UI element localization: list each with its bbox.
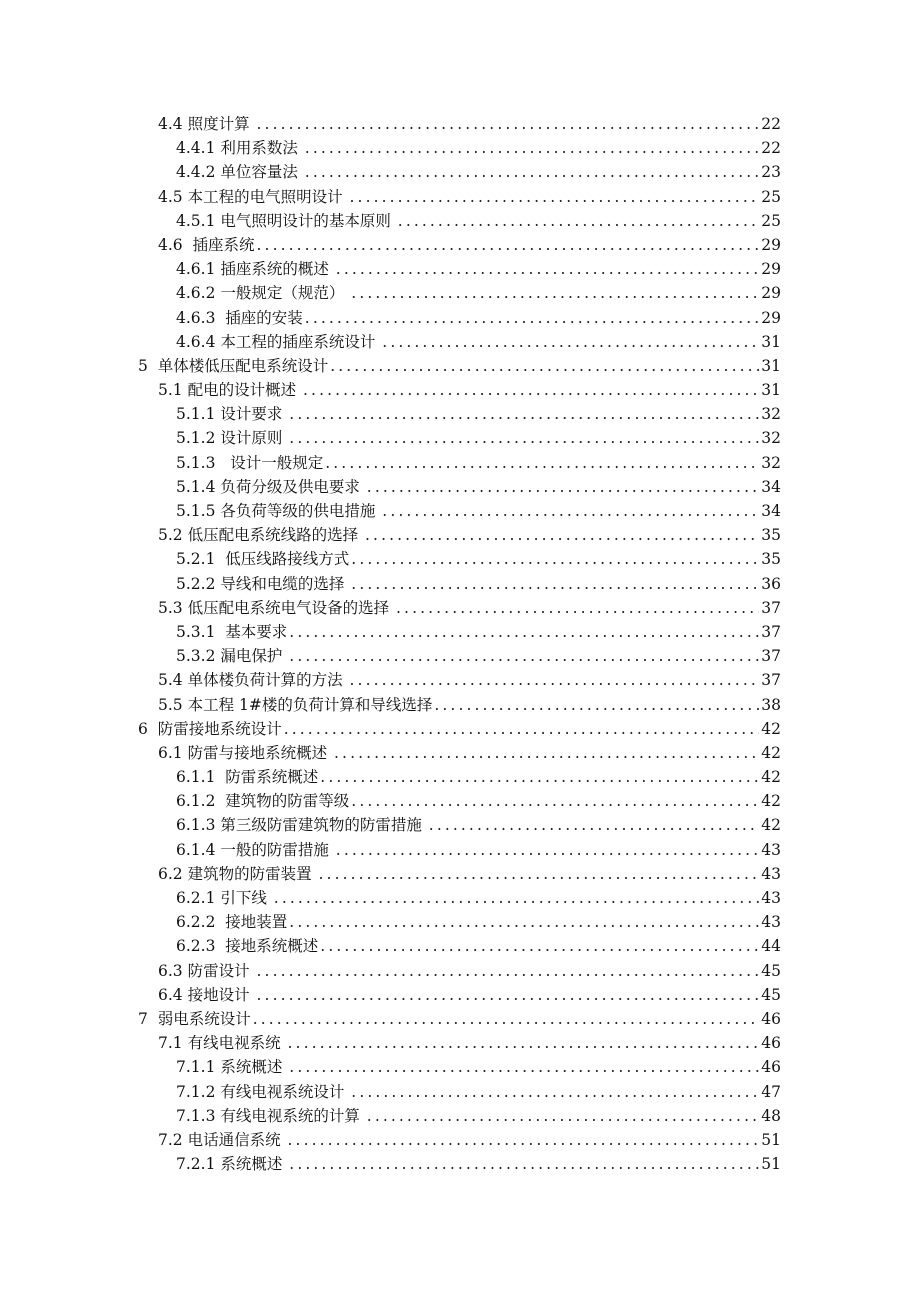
dot-leader [365,523,759,547]
dot-leader [320,765,759,789]
toc-page-number: 47 [761,1082,781,1101]
toc-page-number: 42 [761,792,781,811]
toc-entry-title: 7.2.1 系统概述 [176,1155,288,1174]
dot-leader [320,934,759,958]
toc-entry[interactable] [138,572,781,596]
toc-page-number: 44 [761,937,781,956]
toc-entry-title: 5 单体楼低压配电系统设计 [138,356,329,375]
toc-entry[interactable] [138,813,781,837]
toc-page-number: 22 [761,115,781,133]
toc-page-number: 43 [761,864,781,883]
toc-entry-title: 4.4 照度计算 [158,115,255,133]
dot-leader [305,306,759,330]
toc-entry-title: 6.2 建筑物的防雷装置 [158,864,317,883]
toc-entry[interactable] [138,838,781,862]
toc-entry-title: 6.2.3 接地系统概述 [176,937,319,956]
toc-page-number: 35 [761,550,781,569]
dot-leader [429,813,759,837]
toc-entry[interactable] [138,1080,781,1104]
toc-entry-title: 7.1.1 系统概述 [176,1058,288,1077]
dot-leader [336,257,759,281]
toc-entry-title: 4.6.3 插座的安装 [176,308,303,327]
toc-entry[interactable] [138,547,781,571]
toc-entry[interactable] [138,1128,781,1152]
dot-leader [289,910,759,934]
toc-entry-title: 5.1.3 设计一般规定 [176,453,324,472]
toc-page-number: 35 [761,526,781,545]
toc-entry[interactable] [138,112,781,136]
toc-page-number: 23 [761,163,781,182]
toc-entry[interactable] [138,789,781,813]
table-of-contents [138,112,781,1176]
toc-entry-title: 7.1.3 有线电视系统的计算 [176,1106,365,1125]
toc-entry-title: 6.1.4 一般的防雷措施 [176,840,334,859]
dot-leader [396,596,759,620]
toc-page-number: 31 [761,356,781,375]
toc-entry[interactable] [138,644,781,668]
toc-page-number: 32 [761,405,781,424]
dot-leader [289,1055,759,1079]
toc-entry[interactable] [138,451,781,475]
toc-entry[interactable] [138,330,781,354]
dot-leader [319,862,759,886]
dot-leader [351,789,759,813]
toc-entry-title: 4.6 插座系统 [158,235,255,254]
dot-leader [330,354,759,378]
dot-leader [398,209,759,233]
toc-entry-title: 5.1.5 各负荷等级的供电措施 [176,502,381,520]
toc-page-number: 37 [761,647,781,666]
dot-leader [289,426,759,450]
dot-leader [351,547,759,571]
dot-leader [288,1031,759,1055]
toc-entry-title: 4.5.1 电气照明设计的基本原则 [176,211,396,230]
dot-leader [334,741,759,765]
dot-leader [253,1007,759,1031]
toc-page-number: 22 [761,139,781,158]
dot-leader [382,499,759,523]
toc-entry[interactable] [138,185,781,209]
toc-entry-title: 6.1 防雷与接地系统概述 [158,743,333,762]
toc-page-number: 42 [761,768,781,787]
toc-entry[interactable] [138,693,781,717]
toc-entry[interactable] [138,959,781,983]
dot-leader [350,185,759,209]
toc-entry[interactable] [138,1104,781,1128]
toc-entry[interactable] [138,209,781,233]
toc-entry-title: 7 弱电系统设计 [138,1009,251,1028]
toc-entry[interactable] [138,136,781,160]
toc-entry[interactable] [138,160,781,184]
toc-page-number: 31 [761,381,781,400]
toc-entry[interactable] [138,354,781,378]
dot-leader [289,402,759,426]
dot-leader [257,983,759,1007]
toc-entry-title: 5.3 低压配电系统电气设备的选择 [158,598,395,617]
toc-entry-title: 7.1.2 有线电视系统设计 [176,1082,350,1101]
toc-entry-title: 6 防雷接地系统设计 [138,719,282,738]
toc-page-number: 32 [761,429,781,448]
toc-entry[interactable] [138,765,781,789]
toc-entry[interactable] [138,862,781,886]
toc-entry[interactable] [138,378,781,402]
toc-page-number: 45 [761,985,781,1004]
toc-entry-title: 4.4.2 单位容量法 [176,163,303,182]
dot-leader [351,1080,759,1104]
toc-entry[interactable] [138,596,781,620]
toc-entry-title: 6.2.1 引下线 [176,889,272,907]
toc-entry-title: 6.1.3 第三级防雷建筑物的防雷措施 [176,816,427,835]
dot-leader [351,281,759,305]
toc-entry-title: 6.1.1 防雷系统概述 [176,768,319,787]
dot-leader [288,1128,759,1152]
toc-entry[interactable] [138,1007,781,1031]
toc-page-number: 42 [761,743,781,762]
toc-page-number: 37 [761,671,781,690]
toc-entry[interactable] [138,523,781,547]
dot-leader [382,330,759,354]
dot-leader [289,644,759,668]
toc-entry-title: 6.4 接地设计 [158,985,255,1004]
dot-leader [325,451,759,475]
toc-page-number: 25 [761,187,781,206]
toc-page-number: 43 [761,913,781,932]
toc-entry[interactable] [138,475,781,499]
toc-page-number: 36 [761,574,781,593]
toc-entry[interactable] [138,741,781,765]
toc-page-number: 29 [761,260,781,279]
toc-entry[interactable] [138,934,781,958]
dot-leader [351,572,759,596]
toc-entry[interactable] [138,402,781,426]
toc-page-number: 42 [761,719,781,738]
toc-entry[interactable] [138,499,781,523]
toc-entry[interactable] [138,1031,781,1055]
toc-page-number: 29 [761,235,781,254]
toc-page-number: 32 [761,453,781,472]
toc-entry-title: 7.1 有线电视系统 [158,1034,286,1053]
toc-entry-title: 6.3 防雷设计 [158,961,255,980]
toc-entry[interactable] [138,426,781,450]
toc-page-number: 29 [761,284,781,303]
dot-leader [305,136,759,160]
toc-entry[interactable] [138,717,781,741]
toc-entry[interactable] [138,257,781,281]
toc-page-number: 29 [761,308,781,327]
toc-entry-title: 4.6.2 一般规定（规范） [176,284,350,303]
toc-entry-title: 5.2 低压配电系统线路的选择 [158,526,364,545]
toc-entry-title: 5.4 单体楼负荷计算的方法 [158,671,348,690]
dot-leader [336,838,759,862]
toc-page-number: 37 [761,622,781,641]
toc-entry-title: 5.5 本工程 1#楼的负荷计算和导线选择 [158,695,433,714]
toc-entry-title: 5.3.1 基本要求 [176,622,288,641]
toc-page-number: 37 [761,598,781,617]
toc-page-number: 42 [761,816,781,835]
dot-leader [289,620,759,644]
toc-entry-title: 4.5 本工程的电气照明设计 [158,187,348,206]
dot-leader [350,668,759,692]
toc-entry[interactable] [138,910,781,934]
dot-leader [257,233,759,257]
toc-entry-title: 5.1.4 负荷分级及供电要求 [176,477,365,496]
toc-entry-title: 4.6.4 本工程的插座系统设计 [176,332,381,351]
toc-entry[interactable] [138,886,781,910]
toc-entry[interactable] [138,233,781,257]
toc-entry[interactable] [138,668,781,692]
toc-entry[interactable] [138,983,781,1007]
toc-entry-title: 5.3.2 漏电保护 [176,647,288,666]
dot-leader [257,959,759,983]
toc-page-number: 46 [761,1009,781,1028]
toc-entry-title: 5.1.2 设计原则 [176,429,288,448]
toc-entry-title: 5.1 配电的设计概述 [158,381,302,400]
toc-entry-title: 6.2.2 接地装置 [176,913,288,932]
dot-leader [284,717,759,741]
dot-leader [367,475,759,499]
toc-page-number: 51 [761,1130,781,1149]
toc-page-number: 31 [761,332,781,351]
toc-entry[interactable] [138,620,781,644]
toc-page-number: 46 [761,1034,781,1053]
dot-leader [289,1152,759,1176]
toc-entry-title: 5.2.1 低压线路接线方式 [176,550,350,569]
toc-entry-title: 5.2.2 导线和电缆的选择 [176,574,350,593]
dot-leader [257,112,759,136]
toc-page-number: 25 [761,211,781,230]
toc-page-number: 34 [761,477,781,496]
toc-page-number: 46 [761,1058,781,1077]
toc-entry-title: 5.1.1 设计要求 [176,405,288,424]
toc-entry[interactable] [138,306,781,330]
toc-entry-title: 4.4.1 利用系数法 [176,139,303,158]
dot-leader [303,378,759,402]
dot-leader [434,693,759,717]
toc-entry[interactable] [138,1055,781,1079]
toc-page-number: 51 [761,1155,781,1174]
dot-leader [274,886,759,910]
toc-page-number: 34 [761,502,781,520]
dot-leader [367,1104,759,1128]
toc-entry[interactable] [138,281,781,305]
toc-page-number: 43 [761,889,781,907]
toc-page-number: 45 [761,961,781,980]
dot-leader [305,160,759,184]
toc-page-number: 48 [761,1106,781,1125]
toc-entry[interactable] [138,1152,781,1176]
toc-entry-title: 6.1.2 建筑物的防雷等级 [176,792,350,811]
toc-page-number: 38 [761,695,781,714]
toc-page-number: 43 [761,840,781,859]
toc-entry-title: 7.2 电话通信系统 [158,1130,286,1149]
toc-entry-title: 4.6.1 插座系统的概述 [176,260,334,279]
